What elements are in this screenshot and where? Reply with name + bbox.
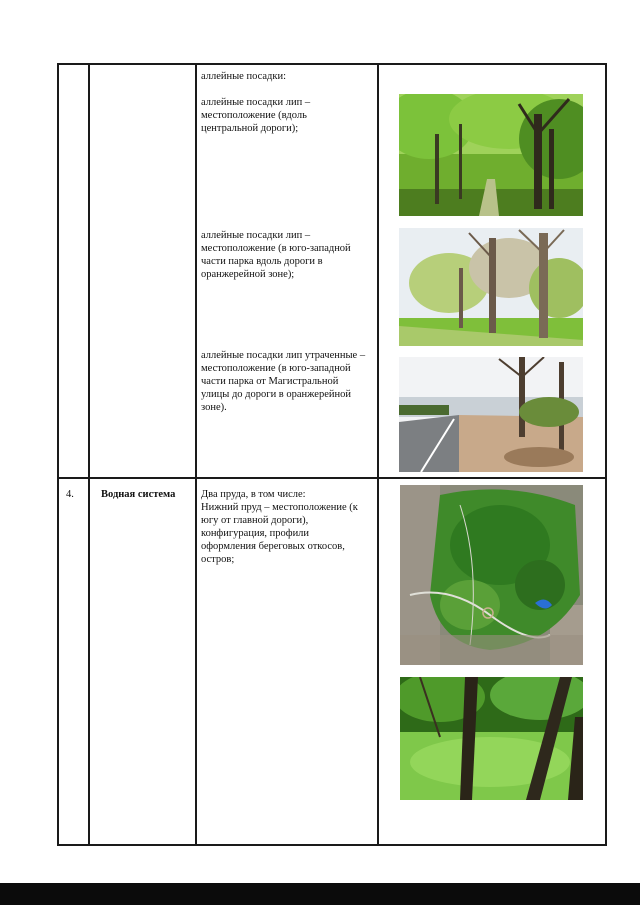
photo-lost-alley-road [399, 357, 583, 472]
alley-item-lost: аллейные посадки лип утраченные – местоположение (в юго-западной части парка от Магистральной улицы до дороги в оранжерейной зоне). [201, 350, 366, 413]
row-number: 4. [66, 489, 74, 500]
table-border-top [57, 63, 607, 65]
table-row-divider [57, 477, 607, 479]
photo-linden-alley-southwest [399, 228, 583, 346]
table-col-divider-3 [377, 63, 379, 846]
photo-lower-pond [400, 677, 583, 800]
row-name: Водная система [101, 489, 176, 500]
table-col-divider-1 [88, 63, 90, 846]
table-border-bottom [57, 844, 607, 846]
row-description: Два пруда, в том числе: Нижний пруд – местоположение (к югу от главной дороги), конфигурация, профили оформления береговых откосов, остров; [201, 489, 358, 565]
alley-heading: аллейные посадки: [201, 71, 287, 82]
table-border-right [605, 63, 607, 846]
table-border-left [57, 63, 59, 846]
photo-aerial-map [400, 485, 583, 665]
table-col-divider-2 [195, 63, 197, 846]
alley-item-southwest-road: аллейные посадки лип – местоположение (в юго-западной части парка вдоль дороги в оранжерейной зоне); [201, 230, 351, 280]
scan-bottom-edge [0, 883, 640, 905]
alley-item-central-road: аллейные посадки лип – местоположение (вдоль центральной дороги); [201, 97, 311, 134]
photo-linden-alley-central [399, 94, 583, 216]
